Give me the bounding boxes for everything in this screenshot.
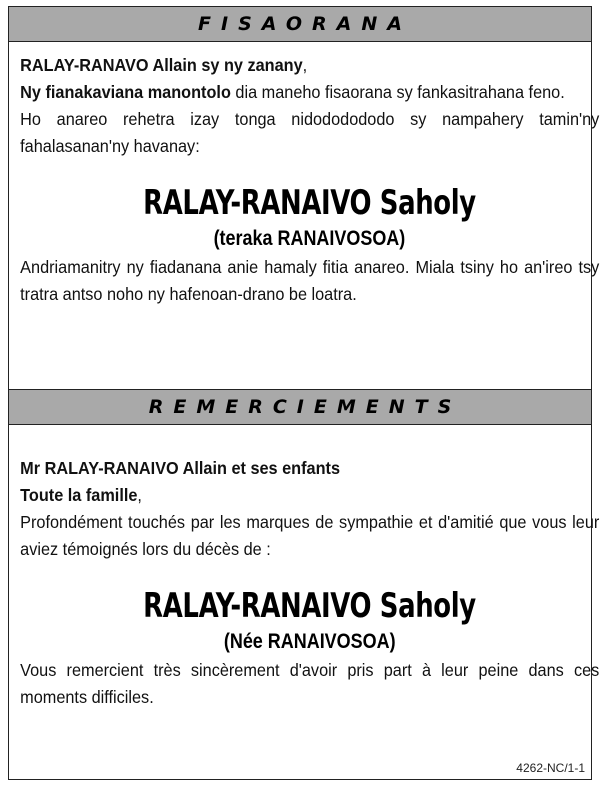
remerciements-whole-family: Toute la famille	[20, 485, 138, 505]
remerciements-whole-family-line	[20, 482, 599, 509]
fisaorana-name-block	[20, 182, 599, 254]
fisaorana-address-text: Ho anareo rehetra izay tonga nidododododo sy nampahery tamin'ny fahalasanan'ny havanay:	[20, 109, 600, 156]
fisaorana-banner	[9, 7, 591, 42]
remerciements-body	[9, 425, 600, 711]
deceased-birth-name: (teraka RANAIVOSOA)	[213, 227, 406, 250]
fisaorana-whole-family: Ny fianakaviana manontolo	[20, 82, 231, 102]
remerciements-family-comma: ,	[137, 485, 142, 505]
remerciements-banner	[9, 390, 591, 425]
reference-code: 4262-NC/1-1	[516, 761, 585, 775]
fisaorana-family-comma: ,	[302, 55, 308, 75]
remerciements-family-line	[20, 455, 599, 482]
deceased-birth-name-fr: (Née RANAIVOSOA)	[223, 630, 396, 653]
remerciements-touched-text: Profondément touchés par les marques de sympathie et d'amitié que vous leur aviez témoignés lors du décès de :	[20, 512, 600, 559]
fisaorana-closing-text: Andriamanitry ny fiadanana anie hamaly fitia anareo. Miala tsiny ho an'ireo tsy tratra antso noho ny hafenoan-drano be loatra.	[20, 257, 600, 304]
fisaorana-section	[8, 6, 600, 390]
remerciements-family-name: Mr RALAY-RANAIVO Allain et ses enfants	[20, 458, 341, 478]
remerciements-closing-text: Vous remercient très sincèrement d'avoir pris part à leur peine dans ces moments difficiles.	[20, 660, 600, 707]
fisaorana-thanks-line	[20, 79, 599, 106]
fisaorana-body	[9, 42, 600, 308]
fisaorana-thanks-text: dia maneho fisaorana sy fankasitrahana feno.	[230, 82, 565, 102]
fisaorana-banner-title: FISAORANA	[198, 13, 412, 35]
fisaorana-family-line	[20, 52, 599, 79]
remerciements-banner-title: REMERCIEMENTS	[148, 396, 462, 418]
remerciements-name-block	[20, 585, 599, 657]
notice-page	[8, 6, 600, 793]
fisaorana-family-name: RALAY-RANAVO Allain sy ny zanany	[20, 55, 303, 75]
deceased-name-fr: RALAY-RANAIVO Saholy	[143, 586, 477, 626]
deceased-name: RALAY-RANAIVO Saholy	[143, 183, 477, 223]
remerciements-section	[8, 389, 600, 780]
